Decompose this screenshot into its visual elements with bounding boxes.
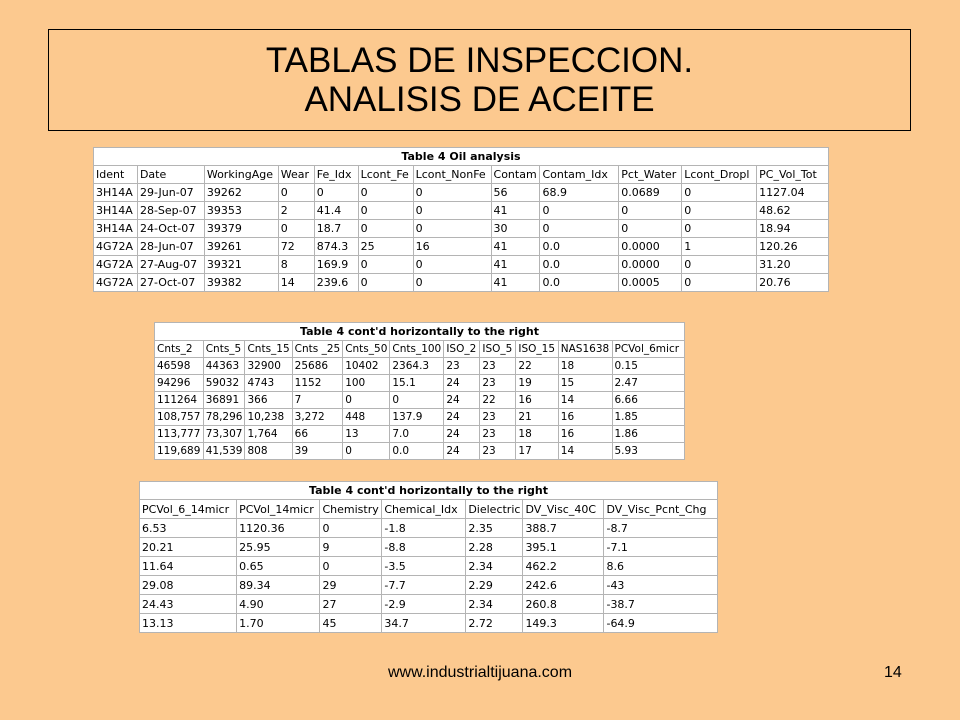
column-header: Chemistry — [320, 500, 382, 519]
table-cell: 0 — [358, 202, 413, 220]
table-cell: 0.0000 — [619, 238, 682, 256]
table-cell: 260.8 — [523, 595, 604, 614]
table-cell: 23 — [480, 443, 516, 460]
table-cell: 0 — [540, 220, 619, 238]
table-cell: 2.34 — [466, 557, 523, 576]
column-header: Wear — [278, 166, 314, 184]
table-cell: 18.7 — [314, 220, 358, 238]
table-cell: 0 — [314, 184, 358, 202]
table-cell: -64.9 — [604, 614, 718, 633]
column-header: Contam_Idx — [540, 166, 619, 184]
table-cell: 23 — [480, 409, 516, 426]
table-cell: 24-Oct-07 — [137, 220, 204, 238]
table-cell: 0 — [358, 220, 413, 238]
oil-analysis-table — [93, 147, 829, 292]
table-cell: 14 — [558, 392, 612, 409]
table-cell: 4G72A — [94, 274, 138, 292]
column-header: Cnts_5 — [203, 341, 245, 358]
table-cell: 72 — [278, 238, 314, 256]
table-cell: 29 — [320, 576, 382, 595]
table-cell: 0.0 — [540, 256, 619, 274]
table-cell: 29.08 — [140, 576, 237, 595]
table-cell: 8.6 — [604, 557, 718, 576]
table-cell: 395.1 — [523, 538, 604, 557]
table-cell: 0.0005 — [619, 274, 682, 292]
table-row — [155, 443, 685, 460]
table-cell: 1.86 — [612, 426, 685, 443]
table-cell: 0 — [413, 274, 491, 292]
table-cell: 59032 — [203, 375, 245, 392]
table-cell: 34.7 — [382, 614, 466, 633]
slide-title-line2: ANALISIS DE ACEITE — [304, 80, 655, 119]
column-header: NAS1638 — [558, 341, 612, 358]
table-cell: 31.20 — [757, 256, 829, 274]
table-cell: 366 — [245, 392, 292, 409]
table-cell: 10,238 — [245, 409, 292, 426]
table-row — [155, 375, 685, 392]
column-header: Pct_Water — [619, 166, 682, 184]
column-header: Contam — [491, 166, 540, 184]
table-cell: 0.0 — [390, 443, 444, 460]
table-row — [155, 392, 685, 409]
table-cell: 2.35 — [466, 519, 523, 538]
table-cell: 27 — [320, 595, 382, 614]
chemistry-viscosity-table — [139, 481, 718, 633]
table-cell: 23 — [480, 426, 516, 443]
table-cell: 32900 — [245, 358, 292, 375]
table-cell: 2.28 — [466, 538, 523, 557]
column-header: Ident — [94, 166, 138, 184]
table-cell: 6.66 — [612, 392, 685, 409]
column-header: Cnts _25 — [292, 341, 343, 358]
table-cell: 4G72A — [94, 256, 138, 274]
table-cell: 448 — [343, 409, 390, 426]
table-cell: 5.93 — [612, 443, 685, 460]
table-cell: 0 — [413, 220, 491, 238]
table-cell: 36891 — [203, 392, 245, 409]
table-cell: 24 — [444, 409, 480, 426]
table-cell: 22 — [480, 392, 516, 409]
table-cell: -43 — [604, 576, 718, 595]
table-cell: 7.0 — [390, 426, 444, 443]
table-cell: 25 — [358, 238, 413, 256]
column-header: Cnts_15 — [245, 341, 292, 358]
table-cell: 18 — [516, 426, 558, 443]
column-header: Lcont_NonFe — [413, 166, 491, 184]
table-row — [140, 595, 718, 614]
table-cell: 0 — [278, 220, 314, 238]
table-cell: 45 — [320, 614, 382, 633]
table-cell: 13 — [343, 426, 390, 443]
table-cell: 22 — [516, 358, 558, 375]
table-cell: 41 — [491, 202, 540, 220]
table-cell: 20.76 — [757, 274, 829, 292]
table-cell: 41 — [491, 256, 540, 274]
table-cell: 239.6 — [314, 274, 358, 292]
table-cell: 0 — [320, 519, 382, 538]
table-cell: 1,764 — [245, 426, 292, 443]
table-cell: 1120.36 — [237, 519, 320, 538]
table-cell: 44363 — [203, 358, 245, 375]
column-header: PCVol_14micr — [237, 500, 320, 519]
column-header: Date — [137, 166, 204, 184]
page-number: 14 — [884, 664, 902, 681]
table-cell: 2.29 — [466, 576, 523, 595]
table-cell: 4G72A — [94, 238, 138, 256]
column-header: ISO_5 — [480, 341, 516, 358]
table-row — [140, 538, 718, 557]
table-cell: 27-Aug-07 — [137, 256, 204, 274]
table-cell: 16 — [558, 409, 612, 426]
table-cell: 20.21 — [140, 538, 237, 557]
table-cell: 120.26 — [757, 238, 829, 256]
column-header: PCVol_6micr — [612, 341, 685, 358]
table-cell: 1.70 — [237, 614, 320, 633]
table-cell: 2.34 — [466, 595, 523, 614]
table-cell: 78,296 — [203, 409, 245, 426]
table-cell: -3.5 — [382, 557, 466, 576]
table-cell: 100 — [343, 375, 390, 392]
table-cell: 111264 — [155, 392, 204, 409]
table-cell: 0.15 — [612, 358, 685, 375]
column-header: PC_Vol_Tot — [757, 166, 829, 184]
table-cell: 23 — [480, 358, 516, 375]
table-cell: 28-Jun-07 — [137, 238, 204, 256]
table-cell: 2 — [278, 202, 314, 220]
table-caption: Table 4 cont'd horizontally to the right — [139, 481, 718, 499]
column-header: WorkingAge — [204, 166, 278, 184]
table-cell: 0 — [413, 256, 491, 274]
table-cell: 41 — [491, 274, 540, 292]
table-cell: 0 — [390, 392, 444, 409]
table-cell: 13.13 — [140, 614, 237, 633]
table-cell: 16 — [516, 392, 558, 409]
table-cell: 4743 — [245, 375, 292, 392]
table-cell: 0.0689 — [619, 184, 682, 202]
table-cell: 108,757 — [155, 409, 204, 426]
table-cell: 0 — [413, 184, 491, 202]
table-cell: 3H14A — [94, 220, 138, 238]
table-row — [140, 557, 718, 576]
column-header: DV_Visc_Pcnt_Chg — [604, 500, 718, 519]
table-cell: 39 — [292, 443, 343, 460]
table-cell: 10402 — [343, 358, 390, 375]
table-cell: -38.7 — [604, 595, 718, 614]
table-row — [155, 426, 685, 443]
table-cell: 24 — [444, 392, 480, 409]
table-cell: 41,539 — [203, 443, 245, 460]
table-cell: 25.95 — [237, 538, 320, 557]
table-cell: 68.9 — [540, 184, 619, 202]
table-cell: 0 — [343, 392, 390, 409]
table-cell: 18.94 — [757, 220, 829, 238]
table-cell: 149.3 — [523, 614, 604, 633]
table-cell: 19 — [516, 375, 558, 392]
table-cell: 39382 — [204, 274, 278, 292]
table-cell: 6.53 — [140, 519, 237, 538]
table-row — [140, 519, 718, 538]
table-cell: 1.85 — [612, 409, 685, 426]
table-cell: 0.0 — [540, 274, 619, 292]
table-cell: 119,689 — [155, 443, 204, 460]
table-row — [94, 220, 829, 238]
table-cell: 24 — [444, 375, 480, 392]
table-cell: 9 — [320, 538, 382, 557]
table-row — [94, 238, 829, 256]
table-cell: 242.6 — [523, 576, 604, 595]
table-cell: -8.7 — [604, 519, 718, 538]
table-cell: 16 — [413, 238, 491, 256]
table-cell: 41.4 — [314, 202, 358, 220]
table-cell: 808 — [245, 443, 292, 460]
table-cell: 21 — [516, 409, 558, 426]
table-cell: 0 — [619, 220, 682, 238]
table-cell: 30 — [491, 220, 540, 238]
table-cell: 39321 — [204, 256, 278, 274]
table-cell: 4.90 — [237, 595, 320, 614]
table-cell: 2364.3 — [390, 358, 444, 375]
table-cell: 113,777 — [155, 426, 204, 443]
table-row — [140, 576, 718, 595]
table-cell: 462.2 — [523, 557, 604, 576]
table-cell: 2.72 — [466, 614, 523, 633]
table-cell: -1.8 — [382, 519, 466, 538]
table-cell: 39262 — [204, 184, 278, 202]
table-cell: 27-Oct-07 — [137, 274, 204, 292]
slide-title-line1: TABLAS DE INSPECCION. — [265, 41, 694, 80]
table-cell: 24 — [444, 443, 480, 460]
table-row — [94, 202, 829, 220]
table-cell: 3H14A — [94, 184, 138, 202]
table-row — [94, 274, 829, 292]
table-cell: 0 — [358, 184, 413, 202]
table-cell: 0 — [682, 274, 757, 292]
table-cell: 25686 — [292, 358, 343, 375]
table-row — [94, 256, 829, 274]
table-cell: 0 — [619, 202, 682, 220]
table-cell: 66 — [292, 426, 343, 443]
table-cell: 0 — [682, 220, 757, 238]
table-cell: 0.0000 — [619, 256, 682, 274]
table-cell: 39261 — [204, 238, 278, 256]
table-cell: 11.64 — [140, 557, 237, 576]
table-caption: Table 4 cont'd horizontally to the right — [154, 322, 685, 340]
column-header: ISO_2 — [444, 341, 480, 358]
table-row — [155, 358, 685, 375]
column-header: Lcont_Dropl — [682, 166, 757, 184]
column-header: Lcont_Fe — [358, 166, 413, 184]
table-cell: 29-Jun-07 — [137, 184, 204, 202]
table-cell: 17 — [516, 443, 558, 460]
table-cell: 3H14A — [94, 202, 138, 220]
column-header: Cnts_100 — [390, 341, 444, 358]
table-cell: 0 — [278, 184, 314, 202]
table-cell: 0 — [682, 256, 757, 274]
table-cell: 388.7 — [523, 519, 604, 538]
table-cell: -7.1 — [604, 538, 718, 557]
particle-count-table — [154, 322, 685, 460]
header-row — [155, 341, 685, 358]
table-cell: 94296 — [155, 375, 204, 392]
table-cell: 46598 — [155, 358, 204, 375]
slide-title-box — [48, 29, 911, 131]
table-cell: -7.7 — [382, 576, 466, 595]
table-cell: 73,307 — [203, 426, 245, 443]
table-cell: 14 — [278, 274, 314, 292]
column-header: Fe_Idx — [314, 166, 358, 184]
column-header: ISO_15 — [516, 341, 558, 358]
table-cell: 23 — [444, 358, 480, 375]
table-cell: 1 — [682, 238, 757, 256]
table-cell: 874.3 — [314, 238, 358, 256]
table-cell: 56 — [491, 184, 540, 202]
table-cell: 3,272 — [292, 409, 343, 426]
table-cell: 0 — [682, 202, 757, 220]
table-cell: 169.9 — [314, 256, 358, 274]
header-row — [94, 166, 829, 184]
table-cell: 48.62 — [757, 202, 829, 220]
table-cell: 0 — [413, 202, 491, 220]
table-cell: 18 — [558, 358, 612, 375]
footer-url: www.industrialtijuana.com — [387, 664, 573, 681]
table-caption: Table 4 Oil analysis — [93, 147, 829, 165]
table-cell: 16 — [558, 426, 612, 443]
table-cell: 2.47 — [612, 375, 685, 392]
column-header: PCVol_6_14micr — [140, 500, 237, 519]
table-row — [155, 409, 685, 426]
table-cell: 39379 — [204, 220, 278, 238]
table-cell: -8.8 — [382, 538, 466, 557]
header-row — [140, 500, 718, 519]
table-cell: 15 — [558, 375, 612, 392]
table-cell: 15.1 — [390, 375, 444, 392]
table-cell: 39353 — [204, 202, 278, 220]
table-cell: 7 — [292, 392, 343, 409]
column-header: Chemical_Idx — [382, 500, 466, 519]
column-header: Cnts_2 — [155, 341, 204, 358]
table-cell: 8 — [278, 256, 314, 274]
table-cell: 137.9 — [390, 409, 444, 426]
table-cell: 0 — [540, 202, 619, 220]
table-row — [140, 614, 718, 633]
table-cell: 1152 — [292, 375, 343, 392]
table-cell: 14 — [558, 443, 612, 460]
table-cell: 1127.04 — [757, 184, 829, 202]
table-cell: 24 — [444, 426, 480, 443]
column-header: Dielectric — [466, 500, 523, 519]
column-header: DV_Visc_40C — [523, 500, 604, 519]
table-cell: 24.43 — [140, 595, 237, 614]
table-cell: 0.65 — [237, 557, 320, 576]
table-cell: 41 — [491, 238, 540, 256]
table-cell: 23 — [480, 375, 516, 392]
table-cell: 0 — [682, 184, 757, 202]
table-cell: 28-Sep-07 — [137, 202, 204, 220]
table-cell: 0.0 — [540, 238, 619, 256]
table-cell: 0 — [320, 557, 382, 576]
table-cell: 0 — [343, 443, 390, 460]
table-cell: 0 — [358, 274, 413, 292]
table-cell: 89.34 — [237, 576, 320, 595]
column-header: Cnts_50 — [343, 341, 390, 358]
table-row — [94, 184, 829, 202]
table-cell: 0 — [358, 256, 413, 274]
table-cell: -2.9 — [382, 595, 466, 614]
